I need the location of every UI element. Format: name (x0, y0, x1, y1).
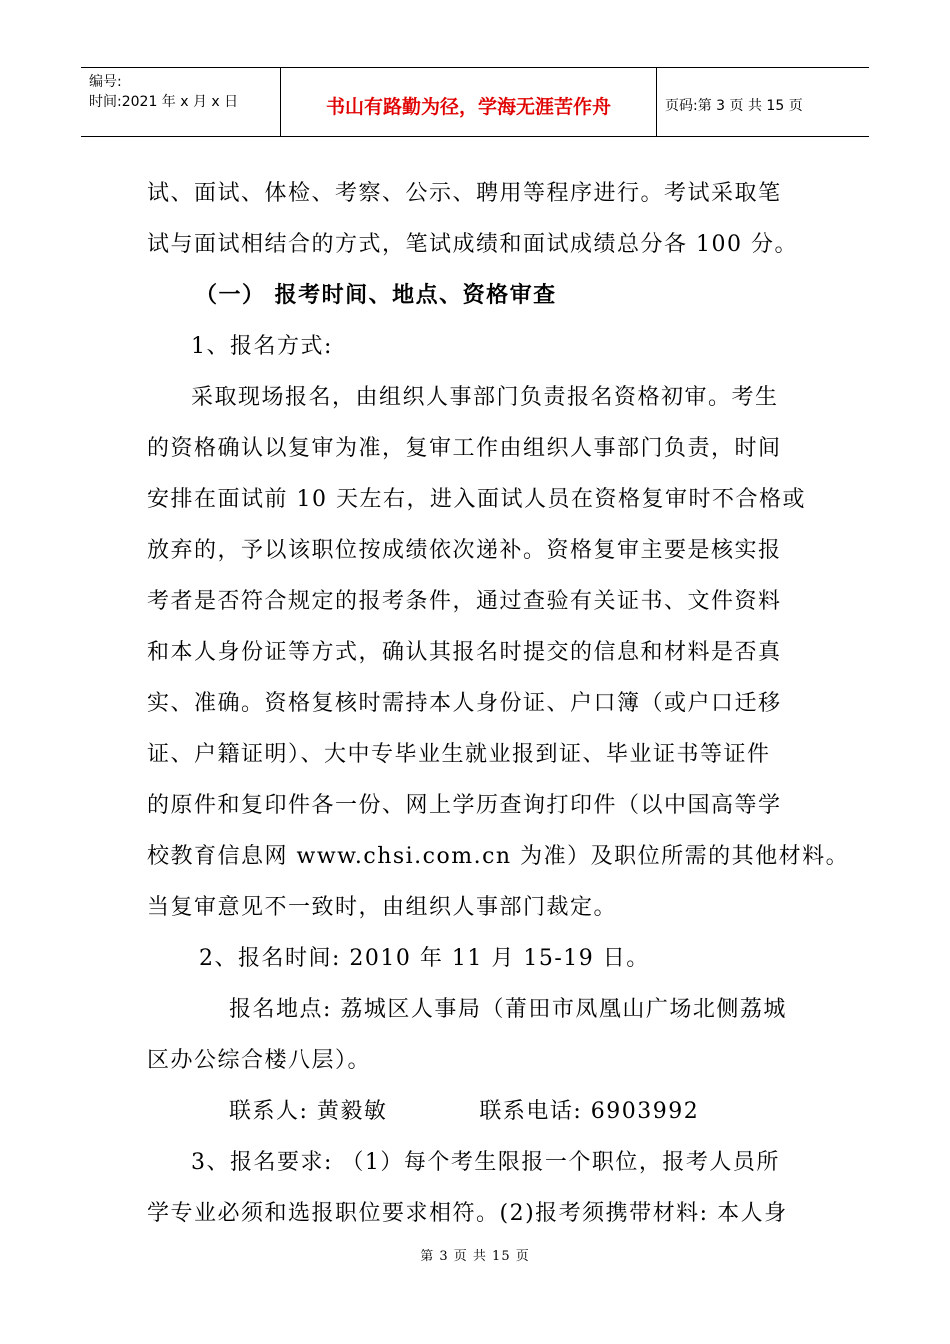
body-line: 和本人身份证等方式，确认其报名时提交的信息和材料是否真 (147, 640, 782, 665)
body-line: 试、面试、体检、考察、公示、聘用等程序进行。考试采取笔 (147, 181, 782, 206)
contact-phone: 联系电话: 6903992 (479, 1099, 700, 1124)
header-motto: 书山有路勤为径，学海无涯苦作舟 (281, 68, 657, 136)
page-header (81, 67, 869, 137)
body-line: 学专业必须和选报职位要求相符。(2)报考须携带材料: 本人身 (147, 1201, 788, 1226)
body-line: 采取现场报名，由组织人事部门负责报名资格初审。考生 (191, 385, 779, 410)
registration-requirements: 3、报名要求: （1）每个考生限报一个职位，报考人员所 (191, 1150, 780, 1175)
contact-person: 联系人: 黄毅敏 (229, 1099, 388, 1124)
body-line: 试与面试相结合的方式，笔试成绩和面试成绩总分各 100 分。 (147, 232, 798, 257)
body-line: 实、准确。资格复核时需持本人身份证、户口簿（或户口迁移 (147, 691, 782, 716)
registration-location: 报名地点: 荔城区人事局（莆田市凤凰山广场北侧荔城 (229, 997, 787, 1022)
body-line: 考者是否符合规定的报考条件，通过查验有关证书、文件资料 (147, 589, 782, 614)
number-label: 编号: (89, 74, 122, 90)
body-line: 的资格确认以复审为准，复审工作由组织人事部门负责，时间 (147, 436, 782, 461)
body-line: 校教育信息网 www.chsi.com.cn 为准）及职位所需的其他材料。 (147, 844, 850, 869)
subsection-title: 1、报名方式: (191, 334, 333, 359)
body-line: 的原件和复印件各一份、网上学历查询打印件（以中国高等学 (147, 793, 782, 818)
registration-time: 2、报名时间: 2010 年 11 月 15-19 日。 (199, 946, 650, 971)
header-page-info: 页码:第 3 页 共 15 页 (665, 98, 803, 114)
page-footer: 第 3 页 共 15 页 (420, 1249, 530, 1264)
section-heading: （一） 报考时间、地点、资格审查 (195, 282, 557, 308)
body-line: 安排在面试前 10 天左右，进入面试人员在资格复审时不合格或 (147, 487, 806, 512)
contact-line (147, 1086, 827, 1137)
body-line: 放弃的，予以该职位按成绩依次递补。资格复审主要是核实报 (147, 538, 782, 563)
body-line: 当复审意见不一致时，由组织人事部门裁定。 (147, 895, 618, 920)
body-line: 区办公综合楼八层）。 (147, 1048, 372, 1073)
header-meta (81, 68, 281, 136)
body-line: 证、户籍证明）、大中专毕业生就业报到证、毕业证书等证件 (147, 742, 771, 767)
time-label: 时间:2021 年 x 月 x 日 (89, 94, 239, 110)
document-body (147, 168, 850, 1239)
